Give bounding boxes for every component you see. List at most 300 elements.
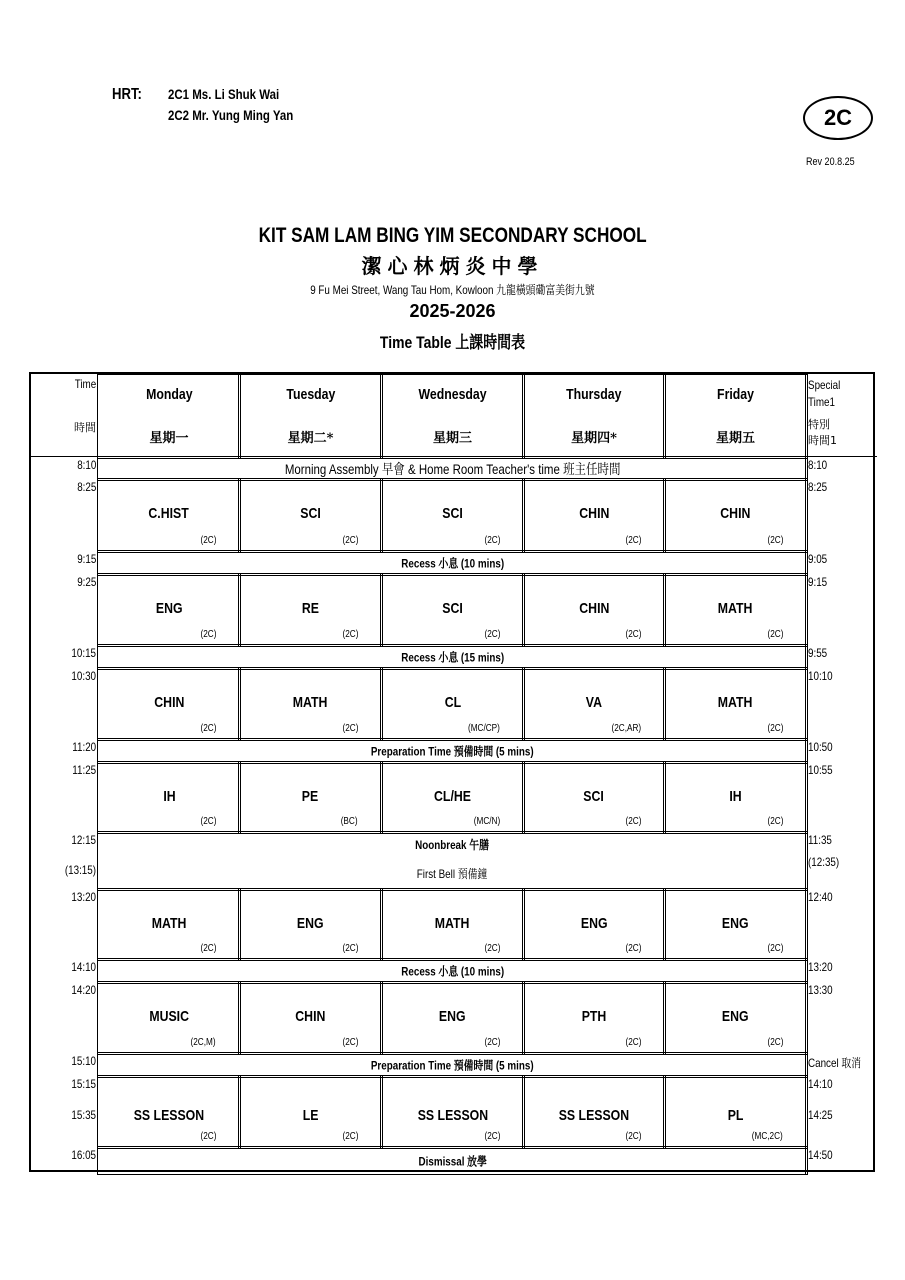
row-time-text: 16:05 (71, 1148, 96, 1162)
day-header-1 (238, 374, 383, 459)
day-name-en-text: Friday (717, 386, 754, 403)
row-special-time-text: 13:20 (808, 960, 833, 974)
lesson-subject-text: ENG (580, 915, 608, 932)
lesson-room (197, 1131, 216, 1142)
time-header-zh (32, 419, 96, 435)
lesson-room-text: (2C) (625, 535, 641, 546)
lesson-subject-text: PTH (581, 1008, 607, 1025)
row-special-time-2 (808, 855, 876, 869)
band-text-value: Recess 小息 (10 mins) (401, 964, 504, 979)
row-special-time (808, 575, 876, 589)
lesson-subject-text: SS LESSON (133, 1107, 205, 1124)
school-address: 9 Fu Mei Street, Wang Tau Hom, Kowloon 九龍橫頭磡富美街九號 (310, 283, 595, 297)
lesson-cell (663, 667, 808, 741)
lesson-subject-text: CHIN (578, 505, 610, 522)
lesson-room (764, 629, 783, 640)
lesson-subject (664, 915, 807, 932)
lesson-subject (381, 788, 524, 805)
lesson-cell (380, 478, 525, 553)
lesson-room-text: (BC) (341, 816, 358, 827)
lesson-cell (380, 761, 525, 834)
lesson-cell (238, 1075, 383, 1149)
lesson-room (622, 1131, 641, 1142)
lesson-room (468, 816, 500, 827)
row-special-time-2-text: (12:35) (808, 855, 840, 869)
row-special-time-text: 9:15 (808, 575, 828, 589)
lesson-subject-text: MATH (718, 694, 753, 711)
lesson-room (337, 816, 358, 827)
lesson-subject (98, 1107, 240, 1124)
lesson-subject-text: MATH (293, 694, 328, 711)
row-special-time-text: 12:40 (808, 890, 833, 904)
row-time (32, 552, 96, 566)
lesson-cell (663, 981, 808, 1055)
day-header-4 (663, 374, 808, 459)
lesson-room-text: (2C) (200, 535, 216, 546)
special-header-en-2: Time1 (808, 395, 835, 409)
lesson-subject (664, 600, 807, 617)
lesson-subject-text: IH (729, 788, 742, 805)
special-header-en (808, 377, 876, 411)
row-special-time (808, 458, 876, 472)
timetable (29, 372, 875, 1172)
lesson-cell (663, 478, 808, 553)
band-text-value: Dismissal 放學 (418, 1154, 487, 1168)
lesson-room (764, 816, 783, 827)
lesson-room-text: (MC,2C) (752, 1131, 783, 1142)
lesson-subject-text: CHIN (720, 505, 751, 522)
lesson-subject (523, 788, 665, 805)
lesson-cell (522, 573, 666, 647)
lesson-subject-text: VA (585, 694, 603, 711)
lesson-room (764, 535, 783, 546)
lesson-cell (663, 573, 808, 647)
class-badge: 2C (803, 96, 873, 140)
band-text-value: Recess 小息 (10 mins) (401, 556, 504, 571)
lesson-subject (239, 694, 382, 711)
lesson-subject-text: SCI (583, 788, 605, 805)
row-time (32, 960, 96, 974)
row-special-time-text: 8:10 (808, 458, 828, 472)
lesson-subject-text: ENG (155, 600, 183, 617)
lesson-room (185, 1037, 216, 1048)
row-time-text: 13:20 (71, 890, 96, 904)
special-header-zh (808, 417, 876, 449)
lesson-subject (239, 1107, 382, 1124)
day-header-0 (97, 374, 241, 459)
hrt-teacher-2: 2C2 Mr. Yung Ming Yan (168, 107, 294, 123)
first-bell-text (98, 865, 807, 882)
lesson-room-text: (2C,AR) (611, 723, 641, 734)
lesson-subject-text: PL (727, 1107, 744, 1124)
row-time-text: 11:20 (72, 740, 96, 754)
lesson-room-text: (2C) (342, 535, 358, 546)
lesson-room-text: (2C) (767, 1037, 783, 1048)
lesson-subject (381, 600, 524, 617)
row-time-text: 14:10 (71, 960, 96, 974)
day-header-3 (522, 374, 666, 459)
row-time-text: 8:25 (76, 480, 96, 494)
lesson-subject (381, 915, 524, 932)
lesson-cell (97, 667, 241, 741)
lesson-room (339, 629, 358, 640)
lesson-cell (522, 981, 666, 1055)
lesson-cell (97, 888, 241, 961)
row-time-2-text: (13:15) (64, 863, 96, 877)
lesson-subject (523, 600, 665, 617)
noonbreak-text (98, 836, 807, 853)
lesson-cell (663, 1075, 808, 1149)
lesson-room (197, 816, 216, 827)
lesson-room-text: (2C) (200, 943, 216, 954)
lesson-subject (664, 505, 807, 522)
lesson-subject (523, 915, 665, 932)
row-time-text: 8:10 (76, 458, 96, 472)
day-name-en (98, 386, 240, 403)
lesson-subject-text: MATH (435, 915, 470, 932)
row-special-time (808, 646, 876, 660)
time-header-zh-text: 時間 (74, 421, 96, 434)
lesson-cell (97, 981, 241, 1055)
band-text-value: Recess 小息 (15 mins) (401, 650, 504, 665)
row-time-text: 10:30 (71, 669, 96, 683)
lesson-room (764, 1037, 783, 1048)
lesson-subject-text: CL (444, 694, 461, 711)
timetable-title: Time Table 上課時間表 (379, 333, 526, 352)
hrt-label: HRT: (112, 86, 142, 103)
revision-label: Rev 20.8.25 (806, 156, 855, 168)
row-special-time (808, 1054, 876, 1071)
row-special-time (808, 669, 876, 683)
time-header-en-text: Time (74, 377, 96, 391)
lesson-room-text: (2C) (625, 1037, 641, 1048)
lesson-cell (238, 478, 383, 553)
lesson-subject-text: SS LESSON (417, 1107, 488, 1124)
row-special-time-text: 14:10 (808, 1077, 833, 1091)
lesson-room (764, 723, 783, 734)
row-time-text: 9:25 (76, 575, 96, 589)
lesson-room (197, 535, 216, 546)
band-text (98, 459, 807, 479)
lesson-subject-text: RE (301, 600, 320, 617)
lesson-room-text: (2C) (200, 723, 216, 734)
row-time (32, 1054, 96, 1068)
band-text (98, 649, 807, 666)
lesson-room (481, 943, 500, 954)
row-time (32, 646, 96, 660)
band-text (98, 1057, 807, 1074)
lesson-subject (664, 1008, 807, 1025)
row-special-time (808, 552, 876, 566)
lesson-subject-text: C.HIST (148, 505, 190, 522)
lesson-room (339, 943, 358, 954)
band-text (98, 743, 807, 760)
lesson-room-text: (2C) (767, 816, 783, 827)
row-time (32, 763, 96, 777)
band-text (98, 555, 807, 572)
day-name-zh: 星期三 (432, 431, 472, 446)
lesson-room (605, 723, 641, 734)
lesson-subject (239, 915, 382, 932)
day-name-en-text: Wednesday (418, 386, 487, 403)
day-name-en-text: Tuesday (286, 386, 335, 403)
lesson-cell (238, 667, 383, 741)
lesson-room-text: (2C) (484, 1037, 500, 1048)
lesson-subject-text: SCI (300, 505, 321, 522)
lesson-cell (522, 1075, 666, 1149)
row-special-time-text: 10:55 (808, 763, 833, 777)
band-row (97, 1146, 808, 1175)
lesson-subject-text: SCI (442, 505, 463, 522)
lesson-room-text: (2C) (625, 816, 641, 827)
lesson-subject (381, 1107, 524, 1124)
day-name-en (523, 386, 665, 403)
noonbreak-text-value: Noonbreak 午膳 (415, 838, 490, 852)
lesson-subject-text: SS LESSON (558, 1107, 630, 1124)
lesson-room-text: (2C) (484, 1131, 500, 1142)
lesson-subject-text: CHIN (295, 1008, 326, 1025)
lesson-cell (522, 478, 666, 553)
day-name-zh: 星期一 (149, 431, 189, 446)
lesson-room-text: (2C) (625, 943, 641, 954)
day-name-en (381, 386, 524, 403)
lesson-subject (98, 1008, 240, 1025)
lesson-room-text: (2C) (625, 1131, 641, 1142)
row-special-time (808, 1077, 876, 1091)
lesson-cell (238, 981, 383, 1055)
row-special-time (808, 763, 876, 777)
row-time (32, 983, 96, 997)
first-bell-text-value: First Bell 預備鐘 (417, 867, 488, 881)
lesson-subject-text: ENG (297, 915, 324, 932)
row-special-time (808, 1148, 876, 1162)
school-name-zh: 潔心林炳炎中學 (361, 254, 544, 278)
lesson-subject (381, 1008, 524, 1025)
day-name-zh: 星期二* (287, 431, 334, 446)
lesson-room-text: (2C) (200, 629, 216, 640)
lesson-subject (381, 505, 524, 522)
row-special-time (808, 480, 876, 494)
lesson-subject (98, 600, 240, 617)
time-header-en (32, 377, 96, 391)
lesson-cell (522, 888, 666, 961)
lesson-room (764, 943, 783, 954)
lesson-subject-text: SCI (442, 600, 463, 617)
lesson-cell (380, 667, 525, 741)
lesson-subject-text: PE (302, 788, 319, 805)
lesson-cell (522, 667, 666, 741)
lesson-cell (380, 888, 525, 961)
band-text-value: Preparation Time 預備時間 (5 mins) (371, 744, 534, 759)
lesson-subject (664, 788, 807, 805)
lesson-room-text: (2C) (342, 1037, 358, 1048)
day-name-en-text: Thursday (566, 386, 622, 403)
school-name-en: KIT SAM LAM BING YIM SECONDARY SCHOOL (258, 224, 647, 247)
row-time (32, 575, 96, 589)
lesson-room (481, 629, 500, 640)
lesson-room (622, 1037, 641, 1048)
lesson-subject (523, 1008, 665, 1025)
lesson-subject-text: LE (302, 1107, 319, 1124)
lesson-subject-text: CHIN (153, 694, 185, 711)
lesson-room (622, 629, 641, 640)
lesson-subject-text: ENG (439, 1008, 466, 1025)
lesson-subject (239, 600, 382, 617)
lesson-subject (523, 1107, 665, 1124)
row-time (32, 458, 96, 472)
row-time-text: 11:25 (72, 763, 96, 777)
lesson-room (622, 816, 641, 827)
row-time (32, 833, 96, 847)
lesson-subject-text: MATH (718, 600, 753, 617)
row-time-2 (32, 863, 96, 877)
lesson-room-text: (2C) (342, 723, 358, 734)
lesson-room (622, 535, 641, 546)
hrt-teacher-1: 2C1 Ms. Li Shuk Wai (168, 86, 280, 102)
day-name-en-text: Monday (145, 386, 193, 403)
lesson-room (339, 1037, 358, 1048)
band-text (98, 1152, 807, 1169)
lesson-room (622, 943, 641, 954)
lesson-subject (239, 505, 382, 522)
row-time-text: 15:10 (71, 1054, 96, 1068)
lesson-room (197, 723, 216, 734)
lesson-room (197, 943, 216, 954)
lesson-room-text: (MC/N) (473, 816, 500, 827)
row-special-time-text: Cancel 取消 (808, 1056, 862, 1070)
row-special-time-2 (808, 1108, 876, 1122)
lesson-room-text: (2C) (484, 535, 500, 546)
row-special-time-text: 13:30 (808, 983, 833, 997)
band-text-value: Morning Assembly 早會 & Home Room Teacher's time 班主任時間 (284, 460, 621, 477)
special-header-en-1: Special (808, 378, 841, 392)
row-special-time-text: 11:35 (808, 833, 832, 847)
lesson-subject-text: MUSIC (149, 1008, 189, 1025)
lesson-cell (238, 888, 383, 961)
lesson-cell (97, 478, 241, 553)
row-time-2 (32, 1108, 96, 1122)
lesson-subject (98, 505, 240, 522)
school-year: 2025-2026 (409, 301, 496, 321)
row-time-2-text: 15:35 (71, 1108, 96, 1122)
lesson-subject (98, 915, 240, 932)
lesson-room-text: (2C) (625, 629, 641, 640)
special-header-zh-1: 特別 (808, 418, 830, 431)
lesson-subject (239, 1008, 382, 1025)
lesson-cell (380, 1075, 525, 1149)
lesson-cell (97, 1075, 241, 1149)
lesson-cell (663, 761, 808, 834)
lesson-subject-text: CL/HE (434, 788, 471, 805)
lesson-subject (239, 788, 382, 805)
lesson-subject-text: IH (162, 788, 176, 805)
lesson-subject (664, 694, 807, 711)
row-special-time-text: 10:50 (808, 740, 833, 754)
lesson-room-text: (2C) (767, 943, 783, 954)
lesson-room (481, 1037, 500, 1048)
row-special-time-text: 8:25 (808, 480, 828, 494)
row-special-time (808, 890, 876, 904)
special-header-zh-2: 時間1 (808, 434, 837, 447)
lesson-room-text: (2C) (342, 943, 358, 954)
row-time (32, 890, 96, 904)
lesson-room-text: (2C) (342, 629, 358, 640)
lesson-cell (97, 573, 241, 647)
lesson-subject (98, 788, 240, 805)
row-special-time-2-text: 14:25 (808, 1108, 833, 1122)
lesson-subject (523, 505, 665, 522)
row-time (32, 1077, 96, 1091)
lesson-cell (238, 573, 383, 647)
lesson-subject-text: MATH (151, 915, 187, 932)
row-special-time-text: 9:05 (808, 552, 828, 566)
lesson-room (745, 1131, 783, 1142)
row-time (32, 669, 96, 683)
row-time (32, 1148, 96, 1162)
row-time (32, 480, 96, 494)
row-special-time (808, 960, 876, 974)
lesson-room-text: (2C) (767, 629, 783, 640)
lesson-room (481, 535, 500, 546)
lesson-cell (238, 761, 383, 834)
row-special-time (808, 983, 876, 997)
band-text (98, 963, 807, 980)
lesson-subject (523, 694, 665, 711)
lesson-room (339, 1131, 358, 1142)
lesson-room-text: (2C,M) (190, 1037, 216, 1048)
lesson-subject (381, 694, 524, 711)
lesson-cell (97, 761, 241, 834)
lesson-room-text: (2C) (200, 1131, 216, 1142)
lesson-subject-text: CHIN (578, 600, 610, 617)
row-special-time-text: 10:10 (808, 669, 833, 683)
row-special-time (808, 833, 876, 847)
lesson-cell (522, 761, 666, 834)
lesson-room-text: (2C) (484, 629, 500, 640)
lesson-room-text: (2C) (484, 943, 500, 954)
noonbreak-row (97, 831, 808, 891)
lesson-room (339, 535, 358, 546)
lesson-room-text: (MC/CP) (468, 723, 500, 734)
row-time-text: 14:20 (71, 983, 96, 997)
lesson-room-text: (2C) (767, 723, 783, 734)
lesson-subject (98, 694, 240, 711)
lesson-cell (663, 888, 808, 961)
lesson-room-text: (2C) (342, 1131, 358, 1142)
lesson-subject-text: ENG (722, 1008, 749, 1025)
row-time-text: 10:15 (71, 646, 96, 660)
band-text-value: Preparation Time 預備時間 (5 mins) (371, 1058, 534, 1073)
day-header-2 (380, 374, 525, 459)
row-time (32, 740, 96, 754)
row-time-text: 12:15 (71, 833, 96, 847)
lesson-room (197, 629, 216, 640)
lesson-room (461, 723, 500, 734)
row-special-time-text: 9:55 (808, 646, 828, 660)
lesson-subject-text: ENG (722, 915, 749, 932)
day-name-en (239, 386, 382, 403)
row-time-text: 15:15 (71, 1077, 96, 1091)
lesson-room-text: (2C) (200, 816, 216, 827)
lesson-cell (380, 981, 525, 1055)
row-time-text: 9:15 (76, 552, 96, 566)
lesson-room (339, 723, 358, 734)
lesson-room-text: (2C) (767, 535, 783, 546)
day-name-en (664, 386, 807, 403)
day-name-zh: 星期五 (715, 431, 755, 446)
lesson-room (481, 1131, 500, 1142)
lesson-subject (664, 1107, 807, 1124)
